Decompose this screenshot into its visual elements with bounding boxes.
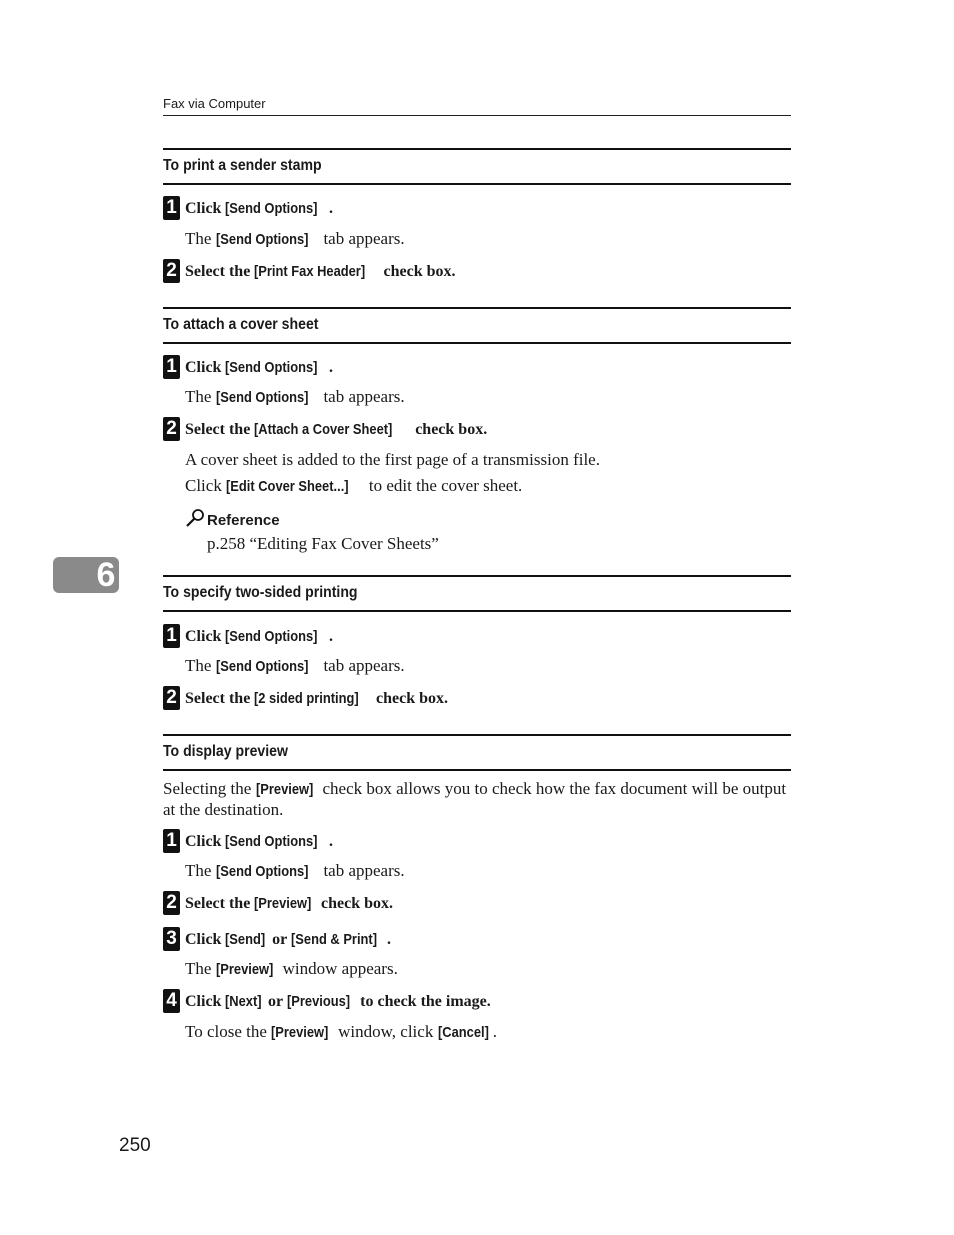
- step-text: Select the [Print Fax Header] check box.: [185, 263, 456, 280]
- section-heading-preview: [163, 734, 791, 771]
- step-text: Click [Send Options] .: [185, 359, 333, 376]
- section-heading-cover-sheet: [163, 307, 791, 344]
- step-body: Click [Edit Cover Sheet...] to edit the cover sheet.: [185, 476, 523, 495]
- magnifier-icon: [185, 508, 207, 528]
- section-title: To specify two-sided printing: [163, 584, 358, 601]
- step-number: 1: [163, 355, 180, 379]
- step-body: A cover sheet is added to the first page of a transmission file.: [185, 450, 600, 469]
- step-text: Click [Send Options] .: [185, 628, 333, 645]
- section-heading-sender-stamp: [163, 148, 791, 185]
- section-heading-two-sided: [163, 575, 791, 612]
- section-title: To display preview: [163, 743, 288, 760]
- step-number: 2: [163, 686, 180, 710]
- chapter-tab: 6: [53, 557, 119, 593]
- section-title: To print a sender stamp: [163, 157, 322, 174]
- step-text: Click [Send Options] .: [185, 200, 333, 217]
- step-number: 3: [163, 927, 180, 951]
- step-number: 1: [163, 624, 180, 648]
- step-number: 2: [163, 891, 180, 915]
- step-text: Click [Next] or [Previous] to check the image.: [185, 993, 491, 1010]
- step-text: Click [Send Options] .: [185, 833, 333, 850]
- step-body: The [Send Options] tab appears.: [185, 387, 405, 406]
- step-number: 1: [163, 196, 180, 220]
- step-number: 1: [163, 829, 180, 853]
- step-body: The [Send Options] tab appears.: [185, 229, 405, 248]
- step-body: The [Preview] window appears.: [185, 959, 398, 978]
- step-number: 4: [163, 989, 180, 1013]
- header-rule: [163, 115, 791, 116]
- intro-paragraph: Selecting the [Preview] check box allows you to check how the fax document will be output at the destination.: [163, 779, 787, 819]
- step-text: Select the [Preview] check box.: [185, 895, 394, 912]
- reference-text: p.258 “Editing Fax Cover Sheets”: [207, 534, 439, 553]
- running-header: Fax via Computer: [163, 96, 266, 111]
- step-number: 2: [163, 417, 180, 441]
- step-text: Select the [2 sided printing] check box.: [185, 690, 448, 707]
- step-text: Click [Send] or [Send & Print] .: [185, 931, 391, 948]
- step-body: The [Send Options] tab appears.: [185, 861, 405, 880]
- step-body: The [Send Options] tab appears.: [185, 656, 405, 675]
- section-title: To attach a cover sheet: [163, 316, 319, 333]
- page-number: 250: [119, 1135, 151, 1156]
- step-body: To close the [Preview] window, click [Cancel] .: [185, 1022, 498, 1041]
- step-text: Select the [Attach a Cover Sheet] check box.: [185, 421, 488, 438]
- reference-label: Reference: [185, 508, 280, 529]
- step-number: 2: [163, 259, 180, 283]
